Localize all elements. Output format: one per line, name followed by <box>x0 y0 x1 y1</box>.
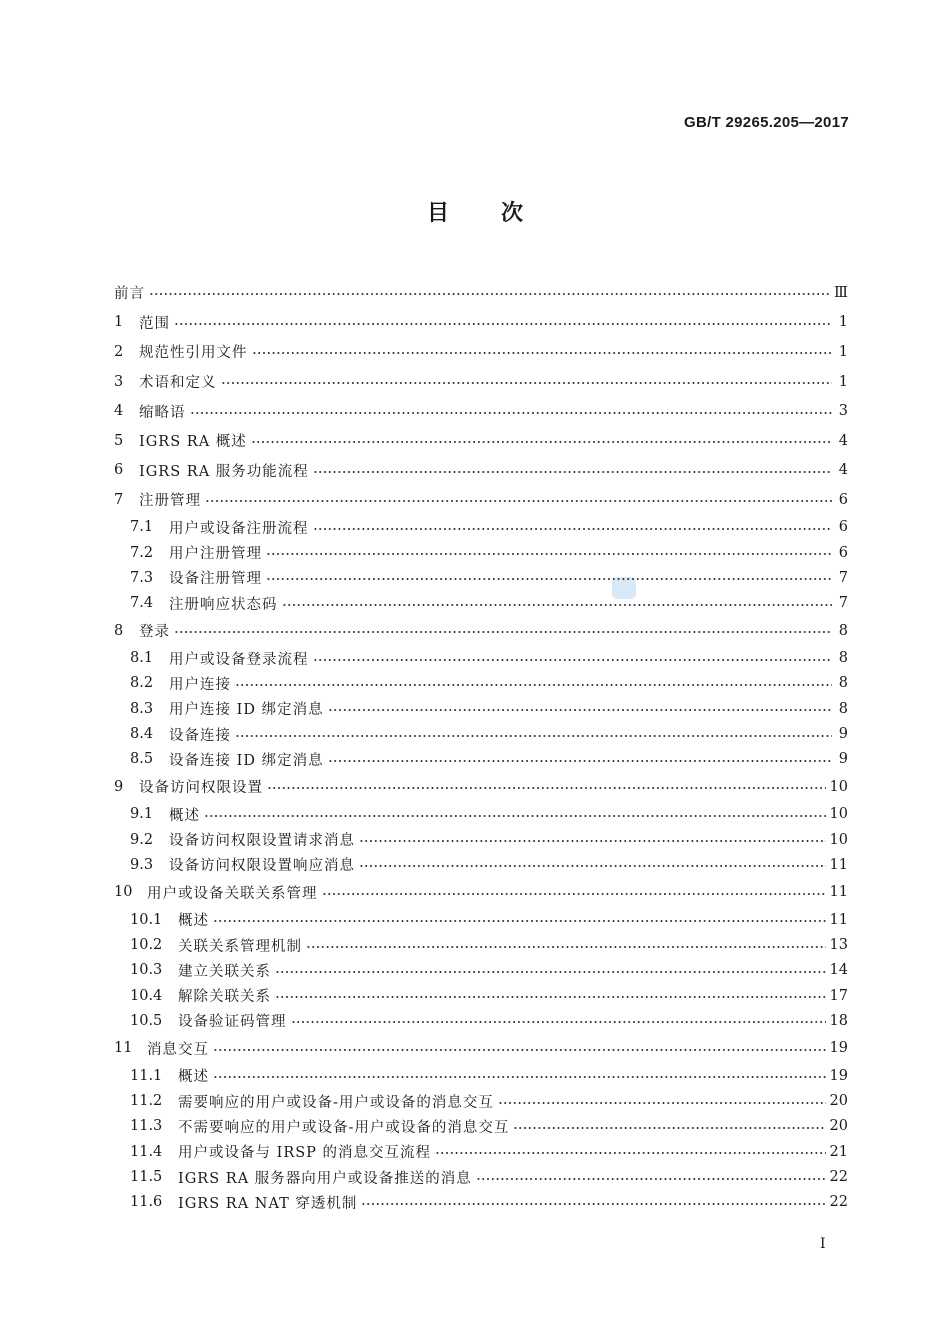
toc-entry-title: 设备连接 <box>169 727 231 744</box>
toc-entry-page: 4 <box>838 462 848 479</box>
leader-dots <box>513 1127 825 1129</box>
toc-entry[interactable] <box>114 515 848 540</box>
toc-entry-page: 6 <box>838 491 848 508</box>
toc-entry-page: 10 <box>829 778 848 795</box>
toc-entry-number: 7.3 <box>130 569 154 586</box>
toc-entry-number: 10.3 <box>130 962 163 979</box>
toc-entry-page: 7 <box>838 569 848 586</box>
toc-entry-number: 7.2 <box>130 544 154 561</box>
toc-entry-page: Ⅲ <box>834 284 848 301</box>
leader-dots <box>313 659 833 661</box>
leader-dots <box>149 293 830 295</box>
toc-entry-number: 11.6 <box>130 1194 163 1211</box>
toc-entry-number: 5 <box>114 432 124 449</box>
toc-entry-title: 注册响应状态码 <box>169 596 278 613</box>
toc-entry[interactable] <box>114 485 848 515</box>
toc-entry-page: 8 <box>838 622 848 639</box>
toc-entry-page: 11 <box>829 911 848 928</box>
toc-entry-title: 不需要响应的用户或设备-用户或设备的消息交互 <box>178 1119 510 1136</box>
toc-entry-title: 设备连接 ID 绑定消息 <box>169 752 324 769</box>
leader-dots <box>251 441 832 443</box>
leader-dots <box>213 1049 826 1051</box>
toc-entry-title: 概述 <box>178 1069 209 1086</box>
toc-entry[interactable] <box>114 278 848 308</box>
toc-entry-title: 概述 <box>178 913 209 930</box>
toc-entry[interactable] <box>114 367 848 397</box>
toc-entry-title: 概述 <box>169 807 200 824</box>
leader-dots <box>306 946 826 948</box>
leader-dots <box>361 1203 825 1205</box>
toc-entry[interactable] <box>114 721 848 746</box>
toc-entry-title: 关联关系管理机制 <box>178 938 302 955</box>
toc-entry-number: 11.1 <box>130 1067 163 1084</box>
toc-entry-number: 10.1 <box>130 911 163 928</box>
toc-entry-title: 用户连接 ID 绑定消息 <box>169 702 324 719</box>
toc-entry-page: 8 <box>838 650 848 667</box>
toc-entry-page: 19 <box>829 1040 848 1057</box>
toc-entry-number: 3 <box>114 373 124 390</box>
toc-entry-number: 8.5 <box>130 751 154 768</box>
toc-entry-title: IGRS RA 服务功能流程 <box>139 463 309 480</box>
toc-entry-number: 9.3 <box>130 856 154 873</box>
toc-entry[interactable] <box>114 696 848 721</box>
toc-entry[interactable] <box>114 1034 848 1064</box>
toc-entry[interactable] <box>114 456 848 486</box>
leader-dots <box>235 684 832 686</box>
toc-entry-title: 前言 <box>114 286 145 303</box>
toc-entry[interactable] <box>114 827 848 852</box>
toc-entry-page: 3 <box>838 403 848 420</box>
leader-dots <box>266 553 832 555</box>
toc-entry-number: 11.2 <box>130 1093 163 1110</box>
toc-entry[interactable] <box>114 1164 848 1189</box>
toc-entry[interactable] <box>114 1088 848 1113</box>
toc-entry[interactable] <box>114 671 848 696</box>
toc-entry-page: 6 <box>838 544 848 561</box>
toc-entry-page: 1 <box>838 343 848 360</box>
toc-entry-page: 6 <box>838 519 848 536</box>
toc-entry-number: 10 <box>114 884 133 901</box>
toc-entry-title: IGRS RA 服务器向用户或设备推送的消息 <box>178 1170 472 1187</box>
leader-dots <box>282 604 833 606</box>
toc-entry-number: 9.2 <box>130 831 154 848</box>
leader-dots <box>328 760 832 762</box>
toc-entry-title: 用户或设备关联关系管理 <box>147 885 318 902</box>
leader-dots <box>174 323 832 325</box>
leader-dots <box>359 865 826 867</box>
toc-entry-number: 8 <box>114 622 124 639</box>
toc-entry-title: 术语和定义 <box>139 375 217 392</box>
leader-dots <box>190 412 833 414</box>
toc-entry[interactable] <box>114 616 848 646</box>
toc-entry-page: 11 <box>829 856 848 873</box>
toc-entry[interactable] <box>114 907 848 932</box>
toc-entry-title: 规范性引用文件 <box>139 345 248 362</box>
toc-entry-page: 1 <box>838 373 848 390</box>
toc-entry-number: 10.4 <box>130 987 163 1004</box>
toc-entry-page: 9 <box>838 751 848 768</box>
page-number: I <box>820 1236 826 1252</box>
leader-dots <box>322 893 826 895</box>
toc-entry-title: 设备访问权限设置 <box>139 780 263 797</box>
leader-dots <box>313 528 833 530</box>
toc-entry-title: 用户或设备与 IRSP 的消息交互流程 <box>178 1145 432 1162</box>
toc-entry-number: 8.1 <box>130 650 154 667</box>
toc-entry-title: 设备访问权限设置请求消息 <box>169 833 355 850</box>
toc-entry-title: 需要响应的用户或设备-用户或设备的消息交互 <box>178 1094 494 1111</box>
toc-entry-page: 17 <box>829 987 848 1004</box>
leader-dots <box>291 1021 826 1023</box>
toc-entry-title: IGRS RA NAT 穿透机制 <box>178 1195 358 1212</box>
toc-entry-number: 11.4 <box>130 1143 163 1160</box>
toc-entry-page: 22 <box>829 1194 848 1211</box>
toc-entry-number: 7.1 <box>130 519 154 536</box>
toc-entry[interactable] <box>114 852 848 877</box>
toc-entry[interactable] <box>114 983 848 1008</box>
toc-entry-title: 设备注册管理 <box>169 571 262 588</box>
toc-entry[interactable] <box>114 1063 848 1088</box>
toc-entry-title: 设备验证码管理 <box>178 1014 287 1031</box>
toc-entry-number: 2 <box>114 343 124 360</box>
toc-entry-title: 用户或设备登录流程 <box>169 651 309 668</box>
toc-entry-page: 8 <box>838 700 848 717</box>
leader-dots <box>267 787 826 789</box>
toc-entry[interactable] <box>114 878 848 908</box>
toc-entry-title: 设备访问权限设置响应消息 <box>169 858 355 875</box>
toc-entry-title: 用户注册管理 <box>169 546 262 563</box>
toc-entry-number: 11.5 <box>130 1169 163 1185</box>
leader-dots <box>235 735 832 737</box>
toc-entry-number: 8.2 <box>130 675 154 692</box>
leader-dots <box>252 352 833 354</box>
toc-entry[interactable] <box>114 747 848 772</box>
toc-entry[interactable] <box>114 1114 848 1139</box>
toc-entry-page: 4 <box>838 432 848 449</box>
toc-entry-page: 20 <box>829 1093 848 1110</box>
toc-entry-title: 建立关联关系 <box>178 963 271 980</box>
toc-entry-page: 10 <box>829 806 848 823</box>
toc-entry-page: 18 <box>829 1012 848 1029</box>
toc-entry-page: 21 <box>829 1143 848 1160</box>
standard-code: GB/T 29265.205—2017 <box>684 114 849 131</box>
toc-entry[interactable] <box>114 565 848 590</box>
leader-dots <box>275 971 826 973</box>
toc-entry[interactable] <box>114 932 848 957</box>
toc-entry[interactable] <box>114 646 848 671</box>
toc-entry-title: 登录 <box>139 624 170 641</box>
toc-entry[interactable] <box>114 540 848 565</box>
leader-dots <box>476 1178 826 1180</box>
toc-entry-number: 8.3 <box>130 700 154 717</box>
toc-entry-page: 10 <box>829 831 848 848</box>
toc-entry[interactable] <box>114 426 848 456</box>
leader-dots <box>359 840 826 842</box>
leader-dots <box>205 500 832 502</box>
toc-entry-page: 14 <box>829 962 848 979</box>
toc-entry[interactable] <box>114 1008 848 1033</box>
leader-dots <box>266 578 832 580</box>
leader-dots <box>221 382 833 384</box>
toc-entry[interactable] <box>114 802 848 827</box>
toc-entry-page: 1 <box>838 314 848 331</box>
leader-dots <box>213 920 826 922</box>
toc-entry[interactable] <box>114 591 848 616</box>
toc-entry[interactable] <box>114 1190 848 1215</box>
toc-entry-page: 13 <box>829 937 848 954</box>
toc-entry-page: 22 <box>829 1169 848 1185</box>
toc-entry-number: 1 <box>114 314 124 331</box>
leader-dots <box>313 471 832 473</box>
toc-entry[interactable] <box>114 772 848 802</box>
toc-entry-page: 9 <box>838 726 848 743</box>
toc-entry-page: 20 <box>829 1118 848 1135</box>
toc-entry-number: 11.3 <box>130 1118 163 1135</box>
toc-entry-number: 9 <box>114 778 124 795</box>
leader-dots <box>435 1152 825 1154</box>
toc-entry-number: 6 <box>114 462 124 479</box>
toc-entry-title: 范围 <box>139 315 170 332</box>
toc-entry-number: 10.2 <box>130 937 163 954</box>
toc-entry-number: 8.4 <box>130 726 154 743</box>
toc-entry[interactable] <box>114 337 848 367</box>
toc-entry-page: 8 <box>838 675 848 692</box>
toc-entry-title: 缩略语 <box>139 404 186 421</box>
toc-entry-title: IGRS RA 概述 <box>139 434 247 451</box>
table-of-contents <box>114 278 848 1215</box>
toc-entry[interactable] <box>114 1139 848 1164</box>
toc-entry-title: 消息交互 <box>147 1041 209 1058</box>
toc-entry-number: 9.1 <box>130 806 154 823</box>
toc-entry-page: 19 <box>829 1067 848 1084</box>
toc-entry[interactable] <box>114 308 848 338</box>
toc-entry-number: 11 <box>114 1040 133 1057</box>
toc-entry-page: 11 <box>829 884 848 901</box>
leader-dots <box>498 1102 826 1104</box>
toc-entry-title: 用户连接 <box>169 676 231 693</box>
toc-entry-title: 注册管理 <box>139 493 201 510</box>
toc-entry-number: 4 <box>114 403 124 420</box>
leader-dots <box>275 996 826 998</box>
toc-entry-number: 10.5 <box>130 1012 163 1029</box>
toc-entry[interactable] <box>114 396 848 426</box>
leader-dots <box>328 709 832 711</box>
leader-dots <box>204 815 826 817</box>
toc-entry[interactable] <box>114 958 848 983</box>
toc-entry-number: 7.4 <box>130 595 154 612</box>
toc-entry-title: 用户或设备注册流程 <box>169 520 309 537</box>
leader-dots <box>213 1076 826 1078</box>
leader-dots <box>174 631 832 633</box>
toc-entry-title: 解除关联关系 <box>178 989 271 1006</box>
toc-entry-number: 7 <box>114 491 124 508</box>
page-title: 目次 <box>426 201 575 226</box>
toc-entry-page: 7 <box>838 595 848 612</box>
